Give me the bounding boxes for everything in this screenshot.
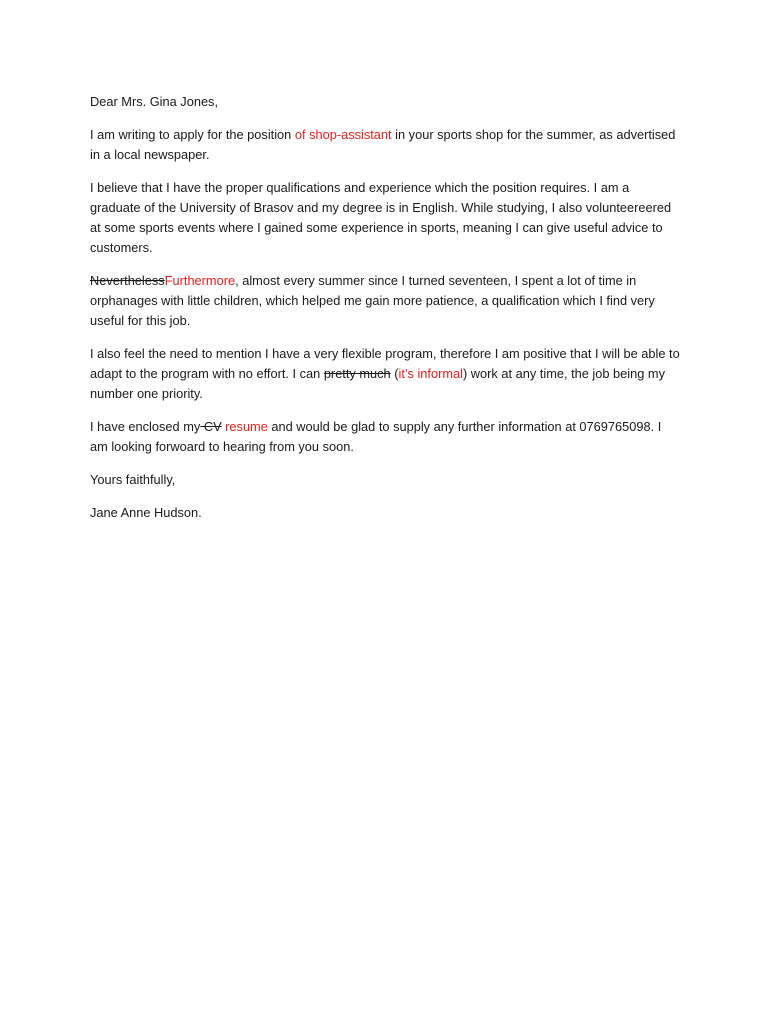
inserted-text: Furthermore	[164, 273, 236, 288]
paragraph-position	[90, 125, 682, 165]
deleted-text: pretty much	[323, 366, 391, 381]
paragraph-text: and would be glad to supply any further information at 0769765098. I am looking forwoard to hearing from you soon.	[90, 419, 662, 454]
deleted-text: CV	[200, 419, 222, 434]
closing: Yours faithfully,	[90, 472, 176, 487]
correction-comment: it’s informal	[398, 366, 463, 381]
paragraph-text: , almost every summer since I turned seventeen, I spent a lot of time in orphanages with little children, which helped me gain more patience, a qualification which I find very useful for this job.	[90, 273, 655, 328]
signature: Jane Anne Hudson.	[90, 505, 202, 520]
letter-body	[90, 92, 682, 536]
paragraph-text: I am writing to apply for the position	[90, 127, 295, 142]
deleted-text: Nevertheless	[90, 273, 165, 288]
inserted-text: resume	[221, 419, 268, 434]
paragraph-text: I also feel the need to mention I have a very flexible program, therefore I am positive that I will be able to adapt to the program with no effort. I can	[90, 346, 680, 381]
paragraph-experience	[90, 271, 682, 331]
paragraph-text: in your sports shop for the summer, as advertised in a local newspaper.	[90, 127, 676, 162]
greeting: Dear Mrs. Gina Jones,	[90, 94, 219, 109]
inserted-text: of shop-assistant	[294, 127, 392, 142]
paragraph-availability	[90, 344, 682, 404]
paren-close: )	[462, 366, 468, 381]
paragraph-text: I have enclosed my	[90, 419, 201, 434]
paragraph-enclosure	[90, 417, 682, 457]
paren-open: (	[394, 366, 399, 381]
paragraph-text: work at any time, the job being my number one priority.	[90, 366, 665, 401]
paragraph-qualifications: I believe that I have the proper qualifications and experience which the position requires. I am a graduate of the University of Brasov and my degree is in English. While studying, I also volunteereered at some sports events where I gained some experience in sports, meaning I can give useful advice to customers.	[90, 180, 672, 255]
